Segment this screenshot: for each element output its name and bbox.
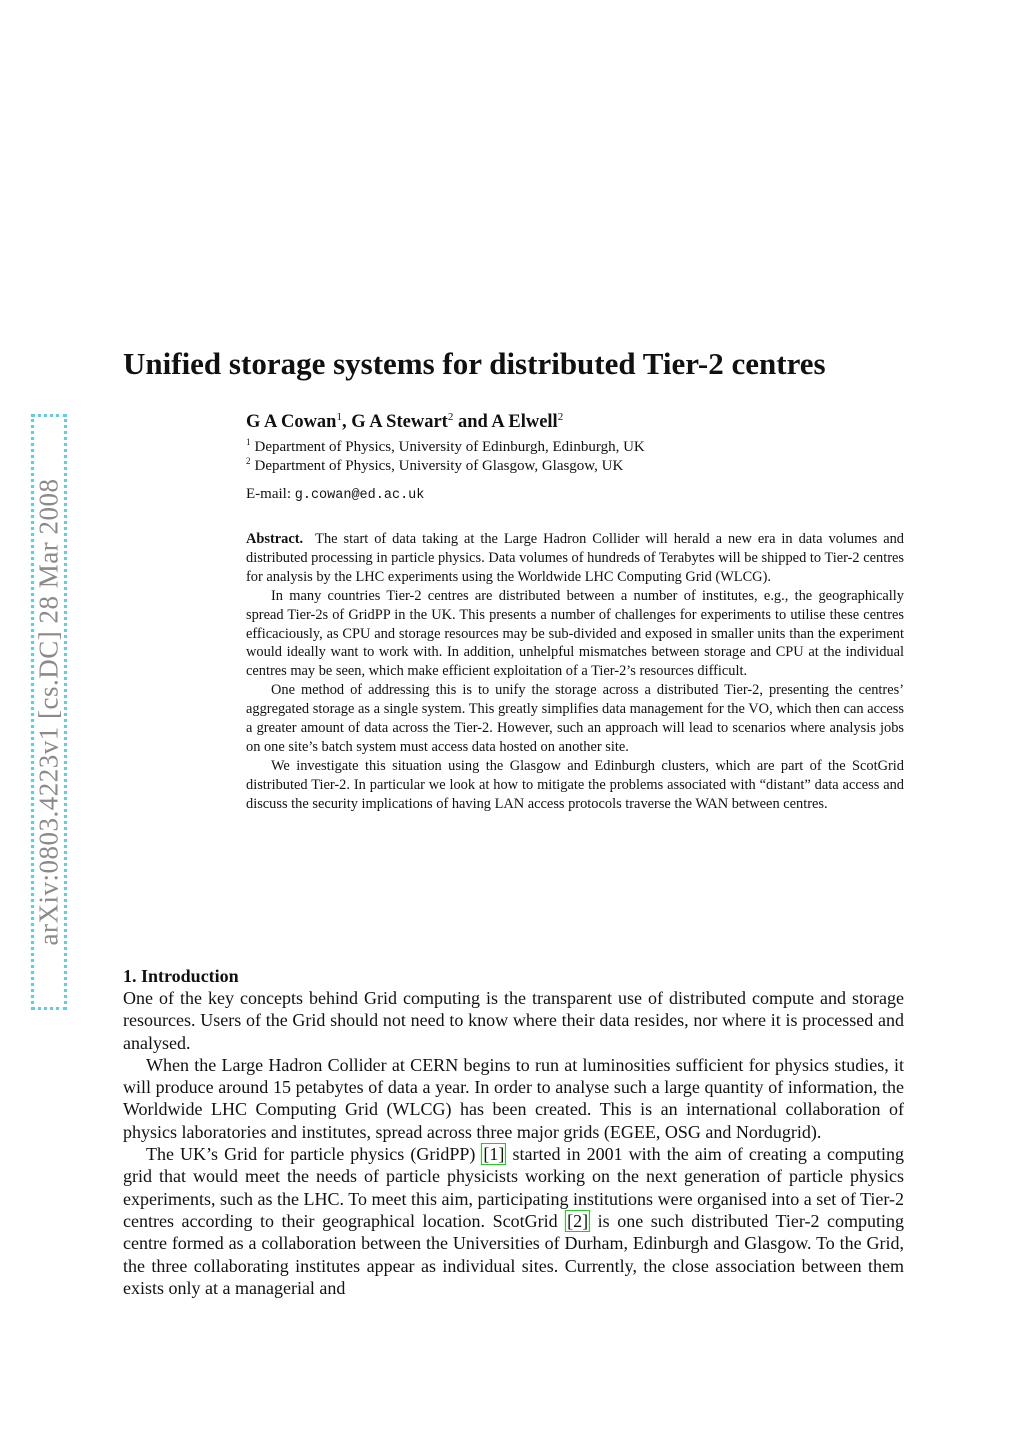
author-elwell: A Elwell bbox=[491, 412, 558, 432]
abstract-paragraph bbox=[246, 530, 904, 587]
citation-link-2[interactable]: [2] bbox=[567, 1210, 589, 1231]
abstract-paragraph: One method of addressing this is to unify the storage across a distributed Tier-2, presenting the centres’ aggregated storage as a single system. This greatly simplifies data management for the VO, which then can access a greater amount of data across the Tier-2. However, such an approach will lead to scenarios where analysis jobs on one site’s batch system must access data hosted on another site. bbox=[246, 682, 904, 755]
abstract-text: The start of data taking at the Large Hadron Collider will herald a new era in data volumes and distributed processing in particle physics. Data volumes of hundreds of Terabytes will be shipped to Tier-2 centres for analysis by the LHC experiments using the Worldwide LHC Computing Grid (WLCG). bbox=[246, 531, 904, 585]
author-separator: , bbox=[341, 412, 352, 432]
affiliation-text: Department of Physics, University of Glasgow, Glasgow, UK bbox=[254, 458, 624, 474]
affiliation-number: 1 bbox=[246, 437, 251, 447]
author-cowan: G A Cowan bbox=[246, 412, 337, 432]
section-heading-introduction: 1. Introduction bbox=[123, 966, 239, 986]
affiliation-mark: 1 bbox=[336, 410, 342, 423]
body-text-segment: The UK’s Grid for particle physics (GridPP) bbox=[146, 1144, 482, 1165]
abstract-paragraph: In many countries Tier-2 centres are distributed between a number of institutes, e.g., the geographically spread Tier-2s of GridPP in the UK. This presents a number of challenges for experiments to utilise these centres efficaciously, as CPU and storage resources may be sub-divided and exposed in smaller units than the experiment would ideally want to work with. In addition, unhelpful mismatches between storage and CPU at the individual centres may be seen, which make efficient exploitation of a Tier-2’s resources difficult. bbox=[246, 587, 904, 680]
arxiv-identifier[interactable]: arXiv:0803.4223v1 [cs.DC] 28 Mar 2008 bbox=[33, 478, 64, 946]
citation-link-1[interactable]: [1] bbox=[483, 1144, 505, 1165]
body-paragraph: One of the key concepts behind Grid computing is the transparent use of distributed compute and storage resources. Users of the Grid should not need to know where their data resides, nor where it is processed and analysed. bbox=[123, 988, 904, 1053]
affiliation-mark: 2 bbox=[447, 410, 454, 423]
affiliation-glasgow bbox=[246, 457, 906, 476]
paper-title: Unified storage systems for distributed Tier-2 centres bbox=[123, 346, 826, 381]
author-separator: and bbox=[453, 412, 492, 432]
affiliation-text: Department of Physics, University of Edinburgh, Edinburgh, UK bbox=[254, 439, 645, 455]
body-paragraph bbox=[123, 1143, 904, 1299]
introduction-body bbox=[123, 987, 904, 1299]
affiliation-number: 2 bbox=[246, 456, 251, 466]
abstract-paragraph: We investigate this situation using the Glasgow and Edinburgh clusters, which are part of the ScotGrid distributed Tier-2. In particular we look at how to mitigate the problems associated with “distant” data access and discuss the security implications of having LAN access protocols traverse the WAN between centres. bbox=[246, 757, 904, 812]
author-list bbox=[246, 410, 906, 434]
email-label: E-mail: bbox=[246, 486, 291, 502]
author-stewart: G A Stewart bbox=[351, 412, 448, 432]
contact-email bbox=[246, 485, 906, 505]
body-paragraph: When the Large Hadron Collider at CERN begins to run at luminosities sufficient for physics studies, it will produce around 15 petabytes of data a year. In order to analyse such a large quantity of information, the Worldwide LHC Computing Grid (WLCG) has been created. This is an international collaboration of physics laboratories and institutes, spread across three major grids (EGEE, OSG and Nordugrid). bbox=[123, 1054, 904, 1142]
body-text-segment: started in 2001 with the aim of creating a computing grid that would meet the needs of particle physicists working on the next generation of particle physics experiments, such as the LHC. To meet this aim, participating institutions were organised into a set of Tier-2 centres according to their geographical location. ScotGrid bbox=[123, 1144, 904, 1231]
abstract bbox=[246, 530, 904, 814]
email-address[interactable]: g.cowan@ed.ac.uk bbox=[294, 488, 425, 503]
body-text-segment: is one such distributed Tier-2 computing centre formed as a collaboration between the Universities of Durham, Edinburgh and Glasgow. To the Grid, the three collaborating institutes appear as individual sites. Currently, the close association between them exists only at a managerial and bbox=[123, 1210, 904, 1298]
affiliation-edinburgh bbox=[246, 438, 906, 457]
arxiv-stamp bbox=[31, 414, 67, 1010]
abstract-heading: Abstract. bbox=[246, 531, 304, 547]
affiliation-mark: 2 bbox=[557, 410, 564, 423]
